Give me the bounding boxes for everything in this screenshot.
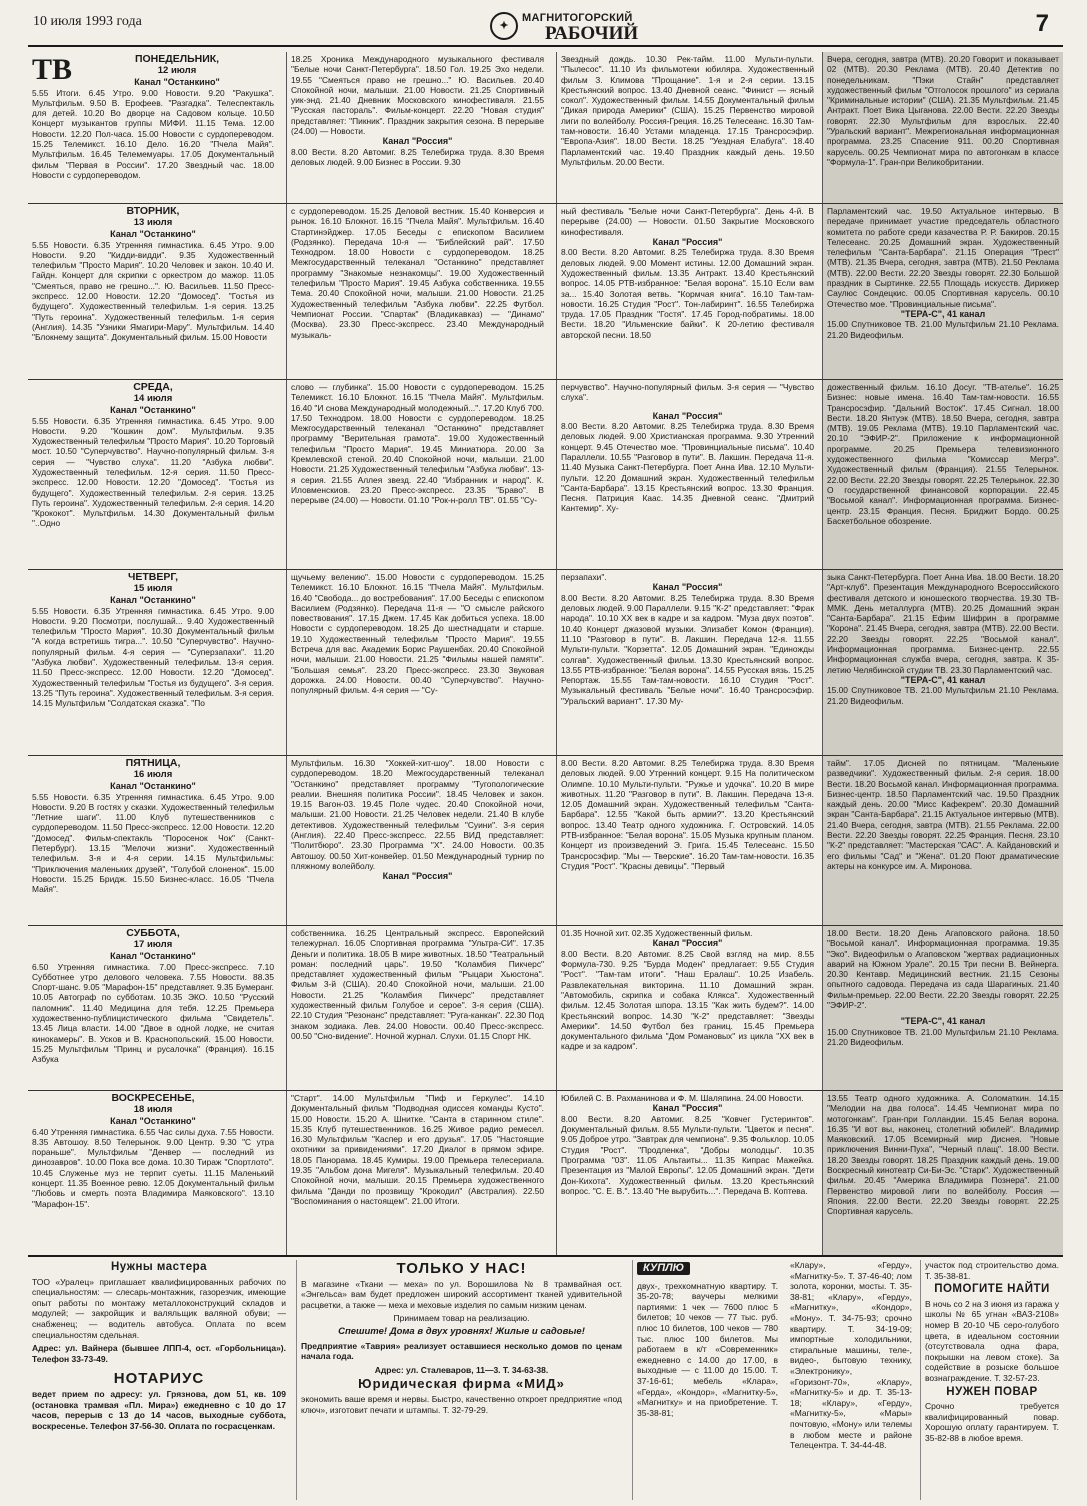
ad-title: Нужны мастера [110,1261,208,1273]
program-listing: 8.00 Вести. 8.20 Автомиг. 8.25 Свой взгляд на мир. 8.55 Формула-730. 9.25 "Бурда Моден" предлагает: 9.55 Студия "Рост". "Там-там итоги". "Наш Ералаш". 10.25 Изабель. Развлекательная викторина. 11.10 Домашний экран. "Автомобиль, скрипка и собака Клякса". Художественный фильм. 12.45 Золотая шпора. 13.15 "Как жить будем?". 14.00 Крестьянский вопрос. 14.30 "К-2" представляет: "Звезды Америки". 14.50 Футбол без границ. 15.45 Премьера документального фильма "Дом Романовых" из цикла "XX век в кадре и за кадром". [561,948,814,1052]
page-number: 7 [1035,10,1049,37]
issue-date: 10 июля 1993 года [33,14,142,29]
ad-text: Принимаем товар на реализацию. [393,1313,530,1324]
friday-col1 [28,756,278,925]
ad-text: экономить ваше время и нервы. Быстро, качественно откроет предприятие «под ключ», изготовит печати и штампы. Т. 32-79-29. [301,1393,622,1415]
wednesday-col3 [556,380,818,569]
ad-title: ПОМОГИТЕ НАЙТИ [934,1283,1050,1296]
ad-title: НОТАРИУС [113,1370,205,1388]
program-listing: 5.55 Новости. 6.35 Утренняя гимнастика. 6.45 Утро. 9.00 Новости. 9.20 Посмотри, послушай... 9.40 Художественный телефильм "Просто Мария". 10.30 Документальный фильм "А когда встретишь тигра...". 10.50 "Суперчувство". Научно-популярный фильм. 4-я серия — "Суперзапахи". 11.20 "Азбука любви". Художественный телефильм. 13-я серия. 11.50 Пресс-экспресс. 12.00 Новости. 12.20 "Домосед". Художественный телефильм "Гостья из будущего". 3-я серия. 13.25 "Путь героина". Художественный телефильм. 3-я серия. 14.15 Мультфильм "Солдатская сказка". "По [32,605,275,709]
program-listing: 13.55 Театр одного художника. А. Соломаткин. 14.15 "Мелодии на два голоса". 14.45 Чемпионат мира по мотогонкам". Гран-при Голландии. 15.45 Белая ворона. 16.35 "И вот вы, наконец, столетний юбилей". Владимир Маяковский. 17.05 Всемирный мир Диснея. "Новые приключения Винни-Пуха", "Черный плащ". 18.00 Вести. 18.20 Звезды говорят. 18.25 Праздник каждый день. 19.00 Воскресный кинотеатр Си-Би-Эс. "Старк". Художественный фильм. 20.45 "Америка Владимира Познера". 21.00 Первенство мировой лиги по волейболу. Россия — Япония. 22.00 Вести. 22.20 Звезды говорят. 22.25 Спортивная карусель. [827,1093,1059,1217]
program-listing: 18.00 Вести. 18.20 День Агаповского района. 18.50 "Восьмой канал". Информационная программа. 19.35 "Эко". Видеофильм о Агаповском "жертвах радиационных аварий на Южном Урале". 20.15 Три песни В. Вейнерга. 20.30 Кентавр. Медицинский вестник. 21.15 Сезоны опытного садовода. Передача из сада Шарагиных. 21.40 Фильм-премьер. 22.00 Вести. 22.20 Звезды говорят. 22.25 "ЭФИР-2". [827,928,1059,1011]
ad-text: Предприятие «Таврия» реализует оставшиеся несколько домов по ценам начала года. [301,1340,622,1362]
channel-heading: Канал "Останкино" [110,1116,196,1126]
saturday-col2 [286,926,548,1090]
program-listing: 15.00 Спутниковое ТВ. 21.00 Мультфильм 21.10 Реклама. 21.20 Видеофильм. [827,685,1059,706]
day-row-wednesday [28,380,1063,570]
saturday-col1 [28,926,278,1090]
channel-heading: Канал "Россия" [382,136,453,147]
day-heading: ЧЕТВЕРГ, 15 июля [127,571,179,594]
ad-text: «Клару», «Герду», «Магнитку-5». Т. 37-46-40; лом золота, коронки, мосты. Т. 35-38-81; «Клару», «Герду», «Магнитку», «Кондор», «Мону». Т. 34-75-93; срочно квартиру. Т. 34-19-09; импортные холодильники, стиральные машины, теле-, видео-, бытовую технику, «Электронику», «Горизонт-70», «Клару», «Магнитку-5» и др. Т. 35-13-18; «Клару», «Герду», «Магнитку-5», «Мары» почтовую, «Мону» или телемы в любом месте и районе Телецентра. Т. 34-44-48. [790,1260,912,1451]
channel-heading: Канал "Россия" [652,236,723,247]
program-listing: собственника. 16.25 Центральный экспресс. Европейский тележурнал. 16.05 Спортивная программа "Ультра-СИ". 17.35 Деньги и политика. 18.05 В мире животных. 18.50 "Театральный роман: последний царь". 19.50 "Коламбия Пикчерс" представляет художественный фильм "Рыцари Хьюстона". Фильм 3-й (США). 20.40 Спокойной ночи, малыши. 21.00 Новости. 21.25 "Коламбия Пикчерс" представляет художественный фильм Голубое и серое". 3-я серия (США). 22.10 Студия "Резонанс" представляет: "Руга-канкан". 22.30 Под знаком зодиака. Лев. 24.00 Новости. 00.40 Пресс-экспресс. 00.50 "Сно-видение". Ночной журнал. Слухи. 01.15 Спорт НК. [291,928,544,1041]
sunday-col4 [822,1091,1063,1255]
monday-col4 [822,52,1063,203]
ad-text: В магазине «Ткани — меха» по ул. Ворошилова № 8 трамвайная ост. «Энгельса» вам будет предложен широкий ассортимент тканей удивительной расцветки, а также — меха и меховые изделия по самым низким ценам. [301,1278,622,1310]
monday-col2 [286,52,548,203]
ad-text: В ночь со 2 на 3 июня из гаража у школы № 65 угнан «ВАЗ-2108» номер В 20-10 ЧБ серо-голубого цвета, в идеальном состоянии (отсутствовала одна фара, покрышки на левом стоке). За содействие в розыске большое вознаграждение. Т. 32-57-23. [925,1298,1059,1383]
program-listing: 8.00 Вести. 8.20 Автомиг. 8.25 Телебиржа труда. 8.30 Время деловых людей. 9.00 Утренний концерт. 9.15 На политическом Олимпе. 10.10 Мульти-пульти. "Ружье и удочка". 10.20 В мире животных. 11.20 "Разговор в пути". В. Лакшин. Передача 13-я. 12.05 Домашний экран. Художественный телефильм "Санта-Барбара". 12.55 "Какой быть армии?". 13.20 Крестьянский вопрос. 13.40 Театр одного художника. Г. Островский. 14.05 РТВ-избранное: "Белая ворона". 15.05 Музыка крупным планом. Концерт из произведений Э. Грига. 15.45 Телесеанс. 15.50 Трансросэфир. "Мы — Тверские". 16.20 Там-там-новости. 16.35 Студия "Рост". "Красны девицы". "Первый [561,758,814,871]
program-listing: Юбилей С. В. Рахманинова и Ф. М. Шаляпина. 24.00 Новости. [561,1093,804,1103]
newspaper-title-line2: РАБОЧИЙ [545,23,639,44]
thursday-col4 [822,570,1063,755]
channel-heading: Канал "Останкино" [110,781,196,791]
day-row-tuesday [28,204,1063,380]
program-listing: 5.55 Новости. 6.35 Утренняя гимнастика. 6.45 Утро. 9.00 Новости. 9.20 В гостях у сказки. Художественный телефильм "Летние шаги". 11.00 Клуб путешественников с сурдопереводом. 11.50 Пресс-экспресс. 12.00 Новости. 12.20 "Домосед". Фильм-спектакль "Поросенок Чок" (Санкт-Петербург). 13.15 "Мелочи жизни". Художественный телефильм. 3-я и 4-я серии. 14.15 Мультфильмы: "Приключения маленьких друзей", "Голубой слоненок". 15.00 Новости. 15.25 Бридж. 15.50 Бизнес-класс. 16.05 "Пчела Майя". [32,791,274,895]
channel-heading: Канал "Останкино" [110,229,196,239]
thursday-col1 [28,570,278,755]
program-listing: 15.00 Спутниковое ТВ. 21.00 Мультфильм 21.10 Реклама. 21.20 Видеофильм. [827,1026,1059,1047]
sunday-col2 [286,1091,548,1255]
day-heading: ВТОРНИК, 13 июля [126,205,180,228]
newspaper-emblem-icon: ✦ [490,12,518,40]
ad-buy-col2 [786,1260,916,1500]
program-listing: перчувство". Научно-популярный фильм. 3-я серия — "Чувство слуха". [561,382,814,403]
monday-ostankino-col1 [28,52,278,203]
day-heading: СУББОТА, 17 июля [126,927,180,950]
program-listing: 8.00 Вести. 8.20 Автомиг. 8.25 Телебиржа труда. 8.30 Время деловых людей. 9.00 Момент истины. 12.00 Домашний экран. Художественный фильм. 13.35 Антракт. 13.40 Крестьянский вопрос. 14.05 РТВ-избранное: "Белая ворона". 15.10 Если вам за... 15.40 Золотая ветвь. "Кормчая книга". 16.10 Там-там-новости. 16.25 Студия "Рост". Тон-лабиринт". 16.55 Телебиржа труда. 17.05 Праздник "Гостя". 17.45 Город-побратимы. 18.00 Вести. 18.20 "Ильменские байки". К 20-летию фестиваля авторской песни. 18.50 [561,247,814,340]
day-heading: ВОСКРЕСЕНЬЕ, 18 июля [111,1092,195,1115]
program-listing: 5.55 Новости. 6.35 Утренняя гимнастика. 6.45 Утро. 9.00 Новости. 9.20 "Кидди-видди". 9.35 Художественный телефильм "Просто Мария". 10.20 Человек и закон. 10.40 И. Гайдн. Концерт для скрипки с оркестром до мажор. 11.05 "Смеяться, право не грешно...". Ю. Васильев. 11.50 Пресс-экспресс. 12.00 Новости. 12.20 "Домосед". "Гостья из будущего". Художественный телефильм. 1-я серия. 13.25 "Путь героина". Художественный телефильм. 1-я серия (Англия). 14.35 "Узники Ямагири-Мару". Мультфильм. 14.40 "Блокнему защита". Документальный фильм. 15.00 Новости [32,239,274,343]
wednesday-col1 [28,380,278,569]
day-row-sunday [28,1091,1063,1257]
program-listing: Звездный дождь. 10.30 Рек-тайм. 11.00 Мульти-пульти. "Пылесос". 11.10 Из фильмотеки юбиляра. Художественный фильм З. Климова "Прощание". 1-я и 2-я серии. 13.15 Крестьянский вопрос. 13.40 Дневной сеанс. "Финист — ясный сокол". Художественный фильм. 14.55 Документальный фильм "Дикая природа Америки" (США). 15.25 Первенство мировой лиги по волейболу. Россия-Греция. 16.25 Телесеанс. 16.30 Там-там-новости. 16.40 Устами младенца. 17.15 Трансросэфир. "Европа-Азия". 18.00 Вести. 18.25 "Уездная Елабуга". 18.40 Парламентский час. 19.40 Праздник каждый день. 19.50 Мультфильм. 20.00 Вести. [561,54,814,167]
channel-heading: Канал "Россия" [382,871,453,882]
thursday-col2 [286,570,548,755]
channel-heading: Канал "Останкино" [110,405,196,415]
day-heading: ПОНЕДЕЛЬНИК, 12 июля [134,53,220,76]
ad-text: ведет прием по адресу: ул. Грязнова, дом 51, кв. 109 (остановка трамвая «Пл. Мира») ежедневно с 10 до 17 часов, перерыв с 13 до 14 часов, выходные суббота, воскресенье. Телефон 37-56-30. Оплата по госрасценкам. [32,1388,286,1431]
friday-col3 [556,756,818,925]
program-listing: 8.00 Вести. 8.20 Автомиг. 8.25 Телебиржа труда. 8.30 Время деловых людей. 9.00 Параллели. 9.15 "К-2" представляет: "Фрак народа". 10.10 XX век в кадре и за кадром. "Муза двух поэтов". 10.40 Концерт джазовой музыки. Элизабет Комон (Франция). 11.10 "Разговор в пути". В. Лакшин. Передача 12-я. 11.55 Мульти-пульти. "Корзетта". 12.05 Домашний экран. "Единожды солгав". Художественный фильм. 13.30 Крестьянский вопрос. 13.55 РТВ-избранное: "Белая ворона". 14.55 Русская вязь. 15.25 Репортаж. 15.55 Там-там-новости. 16.10 Студия "Рост". Музыкальный фестиваль "Белые ночи". 16.40 Трансросэфир. "Уральский вариант". 17.30 Му- [561,592,814,706]
wednesday-col2 [286,380,548,569]
program-listing: 6.40 Утренняя гимнастика. 6.55 Час силы духа. 7.55 Новости. 8.35 Автошоу. 8.50 Телерынок. 9.00 Центр. 9.30 "С утра пораньше". Мультфильм "Денвер — последний из динозавров". 10.00 Пока все дома. 10.30 Тираж "Спортлото". 10.45 Служенье муз не терпит суеты. 11.15 Маленький концерт. 11.35 Военное ревю. 12.05 Документальный фильм "Любовь и смерть поэта Владимира Маяковского". 13.10 "Марафон-15". [32,1126,274,1209]
program-listing: с сурдопереводом. 15.25 Деловой вестник. 15.40 Конверсия и рынок. 16.10 Блокнот. 16.15 "Пчела Майя". Мультфильм. 16.40 Стартинэйджер. 17.05 Беседы с епископом Василием (Родзянко). Передача 10-я — "Библейский рай". 17.50 Технодром. 18.00 Новости с сурдопереводом. 18.25 Межгосударственный телеканал "Останкино" представляет программу "Знакомые незнакомцы". 19.00 Художественный телефильм "Просто Мария". 19.45 Азбука собственника. 19.55 Тема. 20.40 Спокойной ночи, малыши. 21.00 Новости. 21.25 Художественный телефильм "Азбука любви". 22.25 Футбол. Чемпионат России. "Спартак" (Владикавказ) — "Динамо" (Москва). 23.30 Пресс-экспресс. 23.40 Международный музыкаль- [291,206,544,340]
channel-heading: Канал "Останкино" [110,595,196,605]
day-row-thursday [28,570,1063,756]
ad-address: Адрес: ул. Сталеваров, 11—3. Т. 34-63-38. [374,1364,549,1375]
tv-schedule-grid [28,52,1063,1257]
channel-heading: Канал "Россия" [652,582,723,593]
program-listing: ный фестиваль "Белые ночи Санкт-Петербурга". День 4-й. В перерыве (24.00) — Новости. 01.50 Закрытие Московского кинофестиваля. [561,206,814,237]
ad-text: Срочно требуется квалифицированный повар. Хорошую оплату гарантируем. Т. 35-82-88 в любое время. [925,1401,1059,1443]
ad-address: Адрес: ул. Вайнера (бывшее ЛПП-4, ост. «Горбольница»). Телефон 33-73-49. [32,1343,286,1364]
ad-masters-notary [28,1260,290,1500]
program-listing: слово — глубинка". 15.00 Новости с сурдопереводом. 15.25 Телемикст. 16.10 Блокнот. 16.15 "Пчела Майя". Мультфильм. 16.40 "И снова Международный молодежный...". 17.20 Клуб 700. 17.50 Технодром. 18.00 Новости с сурдопереводом. 18.25 Межгосударственный телеканал "Останкино" представляет программу "Верительная грамота". 19.00 Художественный телефильм "Просто Мария". 19.45 Миниатюра. 20.00 За Кремлевской стеной. 20.40 Спокойной ночи, малыши. 21.00 Новости. 21.25 Художественный телефильм "Азбука любви". 13-я серия. 21.55 Аллея звезд. 22.40 "Избранник и народ". К. Иловменскиов. 23.20 Пресс-экспресс. 23.35 "Браво". В перерыве (24.00) — Новости. 01.10 "Рок-н-ролл ТВ". 01.55 "Су- [291,382,544,506]
program-listing: дожественный фильм. 16.10 Досуг. "ТВ-ателье". 16.25 Бизнес: новые имена. 16.40 Там-там-новости. 16.55 Трансросэфир. "Дальний Восток". 17.45 Сигнал. 18.00 Вести. 18.20 Янтуэк (МТВ). 18.50 Вчера, сегодня, завтра (МТВ). 19.05 Реклама (МТВ). 19.10 Парламентский час. 20.10 "ЭФИР-2". Приложение к информационной программе. 20.25 Премьера телевизионного художественного фильма "Комиссар Мегрэ". Художественный фильм (Франция). 21.55 Телерынок. 22.00 Вести. 22.20 Звезды говорят. 22.25 Телерынок. 22.30 О государственной финансовой корпорации. 22.45 "Восьмой канал". Информационная программа. Бизнес-центр. 23.15 Франция. Песня. Бриджит Бордо. 00.25 Баскетбольное обозрение. [827,382,1059,526]
channel-heading: Канал "Останкино" [110,951,196,961]
program-listing: тайм". 17.05 Дисней по пятницам. "Маленькие разведчики". Художественный фильм. 2-я серия. 18.00 Вести. 18.20 Восьмой канал. Информационная программа. Бизнес-центр. 18.50 Парламентский час. 19.50 Праздник каждый день. 20.00 "Мисс Кафекрем". 20.30 Домашний экран "Санта-Барбара". 21.15 Актуальное интервью (МТВ). 21.40 Вчера, сегодня, завтра (МТВ). 21.55 Реклама. 22.00 Вести. 22.20 Звезды говорят. 22.25 Франция. Песня. 23.10 "К-2" представляет: "Мастерская "САС". А. Кайдановский и его фильмы "Сад" и "Жена". 01.20 Поют драматические актеры на конкурсе им. А. Миронова. [827,758,1059,871]
day-row-friday [28,756,1063,926]
ad-text: участок под строительство дома. Т. 35-38-81. [925,1260,1059,1281]
program-listing: 6.50 Утренняя гимнастика. 7.00 Пресс-экспресс. 7.10 Субботнее утро делового человека. 7.55 Новости. 88.35 Спорт-шанс. 9.05 "Марафон-15" представляет. 9.35 Бумеранг. 10.05 Автограф по субботам. 10.35 ЭКО. 10.50 "Русский паломник". 11.40 Медицина для тебя. 12.25 Премьера художественно-публицистического фильма "Свидетель". 13.45 Лица власти. 14.00 "Двое в одной лодке, не считая кинокамеры". В. Усков и В. Краснопольский. 15.00 Новости. 15.25 Мультфильм "Принц и русалочка" (Франция). 16.15 Азбука [32,961,274,1065]
buy-label: КУПЛЮ [637,1262,690,1275]
program-listing: 15.00 Спутниковое ТВ. 21.00 Мультфильм 21.10 Реклама. 21.20 Видеофильм. [827,319,1059,340]
tuesday-col3 [556,204,818,379]
channel-heading: "ТЕРА-С", 41 канал [900,1016,986,1027]
program-listing: Мультфильм. 16.30 "Хоккей-хит-шоу". 18.00 Новости с сурдопереводом. 18.20 Межгосударственный телеканал "Останкино" представляет программу "Тугопологические реалии. Внешняя политика России". 18.45 Человек и закон. 19.15 Вагон-03. 19.45 Поле чудес. 20.40 Спокойной ночи, малыши. 21.00 Новости. 21.25 Человек недели. 21.40 В клубе детективов. Художественный телефильм "Суини". 3-я серия (Англия). 22.40 Пресс-экспресс. 22.55 ВИД представляет: "Политбюро". 23.30 Программа "X". 24.00 Новости. 00.35 Автошоу. 00.50 Хит-конвейер. 01.50 Международный турнир по пляжному волейболу. [291,758,544,871]
ad-only-us [296,1260,626,1500]
channel-heading: Канал "Россия" [652,410,723,421]
tuesday-col2 [286,204,548,379]
ad-text: ТОО «Уралец» приглашает квалифицированных рабочих по специальностям: — слесарь-монтажник, газорезчик, имеющие опыт работы по монтажу металлоконструкций складов и модулей; — закройщик и валяльщик валяной обуви; — снабженец; — водитель автобуса. Оплата по всем специальностям сдельная. [32,1276,286,1340]
masthead-divider [28,45,1063,47]
sunday-col1 [28,1091,278,1255]
tuesday-col1 [28,204,278,379]
saturday-col3 [556,926,818,1090]
program-listing: "Старт". 14.00 Мультфильм "Пиф и Геркулес". 14.10 Документальный фильм "Подводная одиссея команды Кусто". 15.00 Новости. 15.20 А. Шнитке. "Санта в старинном стиле". 15.35 Клуб путешественников. 16.25 Живое радио ремесел. 16.30 Мультфильм "Каспер и его друзья". 17.05 "Настоящие охотники за привидениями". 17.20 Диалог в прямом эфире. 18.05 Панорама. 18.45 Кумиры. 19.00 Премьера телесериала. 19.35 "Альбом дона Мигеля". Музыкальный телефильм. 20.40 Спокойной ночи, малыши. 20.15 Премьера художественного фильма "Данди по прозвищу "Крокодил" (Австралия). 22.50 "Воспоминания о настоящем". 21.00 Итоги. [291,1093,544,1206]
ad-title: Юридическая фирма «МИД» [358,1376,565,1392]
day-heading: СРЕДА, 14 июля [133,381,173,404]
tuesday-col4 [822,204,1063,379]
wednesday-col4 [822,380,1063,569]
program-listing: щучьему велению". 15.00 Новости с сурдопереводом. 15.25 Телемикст. 16.10 Блокнот. 16.15 "Пчела Майя". Мультфильм. 16.40 "Свобода... до востребования". 17.00 Беседы с епископом Василием (Родзянко). Передача 11-я — "О смысле райского повествования". 17.15 Джем. 17.45 Как добиться успеха. 18.00 Новости с сурдопереводом. 18.25 До шестнадцати и старше. 19.10 Художественный телефильм "Просто Мария". 19.55 Встреча для вас. Академик Борис Раушенбах. 20.40 Спокойной ночи, малыши. 21.00 Новости. 21.25 "Фильмы нашей памяти". "Большая семья". 23.20 Пресс-экспресс. 23.30 Звуковая дорожка. 24.00 Новости. 00.40 "Суперчувство". Научно-популярный фильм. 4-я серия — "Су- [291,572,544,696]
ad-buy-col1 [632,1260,782,1500]
monday-col3 [556,52,818,203]
day-row-saturday [28,926,1063,1091]
program-listing: 01.35 Ночной хит. 02.35 Художественный фильм. [561,928,753,938]
tv-logo: ТВ [32,53,73,86]
program-listing: 8.00 Вести. 8.20 Автомиг. 8.25 Телебиржа труда. 8.30 Время деловых людей. 9.00 Христианская программа. 9.30 Утренний концерт. 9.45 Отечество мое. "Провинциальные письма". 10.40 Параллели. 10.55 "Разговор в пути". В. Лакшин. Передача 11-я. 11.40 Музыка Санкт-Петербурга. Поет Анна Ива. 12.10 Мульти-пульти. 12.20 Домашний экран. Художественный телефильм "Санта-Барбара". 13.15 Крестьянский вопрос. 13.30 Франция. Песня. Патриция Каас. 14.35 Дневной сеанс. "Дмитрий Кантемир". Ху- [561,421,814,514]
channel-heading: Канал "Россия" [652,1103,723,1114]
program-listing: Вчера, сегодня, завтра (МТВ). 20.20 Говорит и показывает 02 (МТВ). 20.30 Реклама (МТВ). 20.40 Детектив по понедельникам. "Пэки Стайн" представляет художественный фильм "Отголосок прошлого" из сериала "Криминальные истории" (США). 21.35 Мультфильм. 21.45 Антракт. Поет Вика Цыганова. 22.00 Вести. 22.20 Звезды говорят. 22.30 Мультфильм для взрослых. 22.40 "Уральский вариант". Межрегиональная информационная программа. 23.25 Спасение 911. 00.20 Спортивная карусель. 00.25 Чемпионат мира по автогонкам в классе "Формула-1". Гран-при Великобритании. [827,54,1059,167]
program-listing: 18.25 Хроника Международного музыкального фестиваля "Белые ночи Санкт-Петербурга". 18.50 Гол. 19.25 Эхо недели. 19.55 "Смеяться право не грешно..." Ю. Васильев. 20.40 Спокойной ночи, малыши. 21.00 Новости. 21.25 Спортивный уик-энд. 21.40 Дневник Московского кинофестиваля. 21.55 "Русская пастораль". Фильм-концерт. 22.20 "Новая студия" представляет: "Пикник". Праздник закрытия сезона. В перерыве (24.00) — Новости. [291,54,544,137]
classifieds-section [28,1260,1063,1500]
ad-right-column [920,1260,1063,1500]
channel-heading: "ТЕРА-С", 41 канал [900,308,986,319]
program-listing: 8.00 Вести. 8.20 Автомиг. 8.25 Телебиржа труда. 8.30 Время деловых людей. 9.00 Бизнес в России. 9.30 [291,146,544,168]
program-listing: 8.00 Вести. 8.20 Автомиг. 8.25 "Ковчег Густеринтов". Документальный фильм. 8.55 Мульти-пульти. "Цветок и песня". 9.05 Доброе утро. "Завтрак для чемпиона". 9.35 Фольклор. 10.05 Студия "Рост". "Продленка", "Добры молодцы". 10.35 Программа "03". 11.05 Альтаиты... 11.35 Кипрас Мажейка. Презентация из "Малой Европы". 12.05 Домашний экран. "Дети Дон-Кихота". Художественный фильм. 13.20 Крестьянский вопрос. "С. Е. В.". 13.40 "Не вырубить...". Передача В. Коптева. [561,1113,814,1196]
day-row-monday [28,52,1063,204]
program-listing: зыка Санкт-Петербурга. Поет Анна Ива. 18.00 Вести. 18.20 "Арт-клуб". Презентация Международного Всероссийского фестиваля детского и юношеского творчества. 19.30 ТВ-ММК. День металлурга (МТВ). 20.25 Домашний экран "Санта-Барбара". 21.15 Ефим Шифрин в программе "Корона". 21.45 Вчера, сегодня, завтра (МТВ). 22.00 Вести. 22.20 Звезды говорят. 22.25 "Восьмой канал". Информационная программа. Бизнес-центр. 22.55 Информационная служба вчера, сегодня, завтра. К 35-летию Челябинской студии ТВ. 23.30 Парламентский час. [827,572,1059,675]
program-listing: Парламентский час. 19.50 Актуальное интервью. В передаче принимает участие председатель областного комитета по работе среди казачества Р. Р. Бакиров. 20.15 Телесеанс. 20.25 Домашний экран. Художественный телефильм "Санта-Барбара". 21.15 Операция "Трест" (МТВ). 21.35 Вчера, сегодня, завтра (МТВ). 21.50 Реклама (МТВ). 22.00 Вести. 22.20 Звезды говорят. 22.30 Большой праздник в Сыртинке. 22.55 Площадь искусств. Дирижер Саулюс Сондецкис. 00.05 Спортивная карусель. 00.10 Отечество мое. "Провинциальные письма". [827,206,1059,309]
masthead [0,0,1087,50]
day-heading: ПЯТНИЦА, 16 июля [125,757,181,780]
sunday-col3 [556,1091,818,1255]
ad-title: ТОЛЬКО У НАС! [396,1260,527,1277]
newspaper-title-line1: МАГНИТОГОРСКИЙ [522,12,633,24]
ad-title: НУЖЕН ПОВАР [946,1385,1038,1398]
friday-col2 [286,756,548,925]
thursday-col3 [556,570,818,755]
ad-slogan: Спешите! Дома в двух уровнях! Жилые и садовые! [338,1325,585,1337]
program-listing: 5.55 Новости. 6.35 Утренняя гимнастика. 6.45 Утро. 9.00 Новости. 9.20 "Кошкин дом". Мультфильм. 9.35 Художественный телефильм "Просто Мария". 10.20 Торговый мост. 10.50 "Суперчувство". Научно-популярный фильм. 3-я серия — "Чувство слуха". 11.20 "Азбука любви". Художественный телефильм. 12-я серия. 11.50 Пресс-экспресс. 12.00 Новости. 12.20 "Домосед". "Гостья из будущего". Художественный телефильм. 2-я серия. 13.25 Путь героина". Художественный телефильм. 2-я серия. 14.20 "Крококот". Мультфильм. 14.30 Документальный фильм "..Одно [32,415,274,529]
program-listing: перзапахи". [561,572,607,582]
channel-heading: Канал "Останкино" [134,77,220,87]
friday-col4 [822,756,1063,925]
channel-heading: Канал "Россия" [652,938,723,949]
ad-text: двух-, трехкомнатную квартиру. Т. 35-20-78; ваучеры мелкими партиями: 1 чек — 7600 плюс 5 билетов; 10 чеков — 77 тыс. руб. плюс 10 билетов, 100 чеков — 780 тыс. плюс 100 билетов. Мы работаем в к/т «Современник» ежедневно с 14.00 до 17.00, в выходные — с 11.00 до 15.00. Т. 37-16-61; мебель «Клара», «Герда», «Кондор», «Магнитку-5», «Магнитку» и на приобретение. Т. 35-38-81; [637,1280,778,1418]
program-listing: 5.55 Итоги. 6.45 Утро. 9.00 Новости. 9.20 "Ракушка". Мультфильм. 9.50 В. Ерофеев. "Разгадка". Телеспектакль для детей. 10.20 Во дворце на Садовом кольце. 10.50 Концерт музыкантов группы МИФИ. 11.15 Тема. 12.00 Новости. 12.20 Пол-часа. 15.00 Новости с сурдопереводом. 15.25 Телемикст. 16.10 Дело. 16.20 "Пчела Майя". Мультфильм. 16.45 Телемемуары. 17.05 Документальный фильм "Первая в России". 17.20 Звездный час. 18.00 Новости с сурдопереводом. [32,87,274,180]
saturday-col4 [822,926,1063,1090]
channel-heading: "ТЕРА-С", 41 канал [900,674,986,685]
